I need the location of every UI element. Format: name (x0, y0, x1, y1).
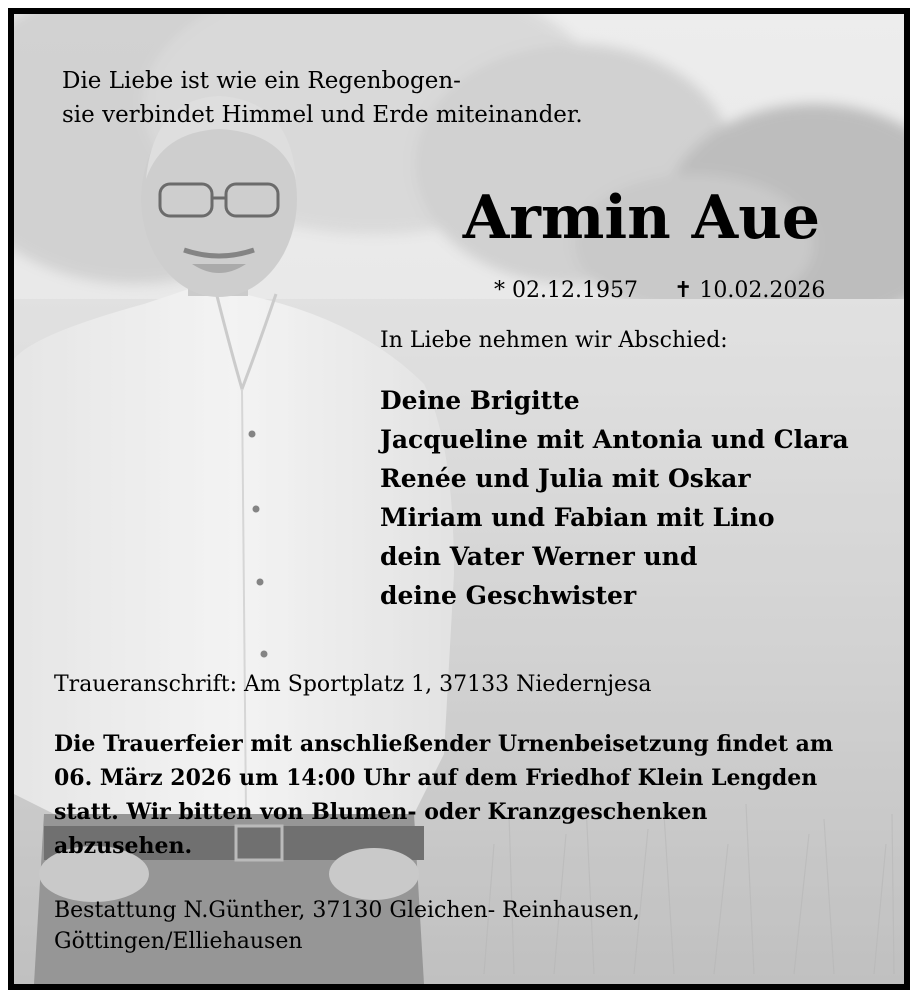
mourner-line: Deine Brigitte (380, 386, 580, 415)
service-info-line: statt. Wir bitten von Blumen- oder Kranzgeschenken (54, 799, 708, 825)
service-info-line: Die Trauerfeier mit anschließender Urnenbeisetzung findet am (54, 731, 834, 757)
mourner-line: Jacqueline mit Antonia und Clara (380, 425, 849, 454)
mourning-address: Traueranschrift: Am Sportplatz 1, 37133 Niedernjesa (54, 672, 652, 697)
mourner-line: deine Geschwister (380, 581, 637, 610)
quote-line-2: sie verbindet Himmel und Erde miteinander. (62, 102, 583, 128)
service-info-line: 06. März 2026 um 14:00 Uhr auf dem Friedhof Klein Lengden (54, 765, 818, 791)
funeral-home-line: Göttingen/Elliehausen (54, 929, 303, 954)
funeral-home-line: Bestattung N.Günther, 37130 Gleichen- Reinhausen, (54, 898, 640, 923)
death-date: ✝ 10.02.2026 (674, 278, 826, 303)
obituary-notice (8, 8, 910, 990)
mourner-line: dein Vater Werner und (380, 542, 698, 571)
quote-line-1: Die Liebe ist wie ein Regenbogen- (62, 68, 461, 94)
mourner-line: Miriam und Fabian mit Lino (380, 503, 775, 532)
farewell-intro: In Liebe nehmen wir Abschied: (380, 328, 728, 353)
deceased-name: Armin Aue (462, 183, 820, 253)
mourner-line: Renée und Julia mit Oskar (380, 464, 751, 493)
birth-date: * 02.12.1957 (494, 278, 638, 303)
service-info-line: abzusehen. (54, 833, 193, 859)
